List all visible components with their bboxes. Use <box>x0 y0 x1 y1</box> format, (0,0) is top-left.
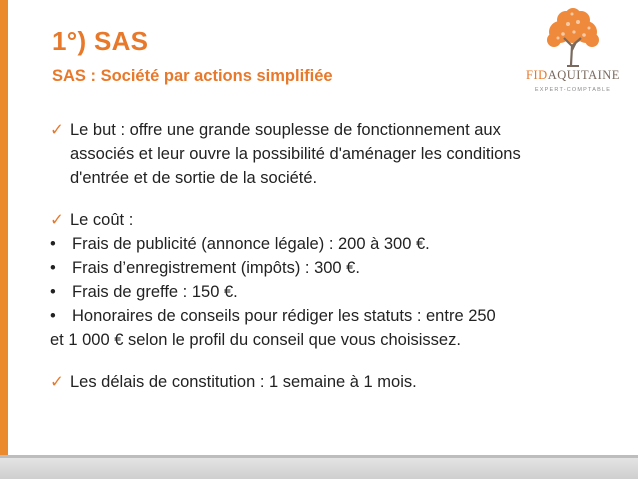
left-accent-bar <box>0 0 8 479</box>
bullet-item <box>50 256 620 280</box>
bullet-text: Honoraires de conseils pour rédiger les statuts : entre 250 <box>72 307 496 325</box>
check-icon: ✓ <box>50 121 64 139</box>
logo-name-part1: FID <box>526 68 548 82</box>
slide-title: 1°) SAS <box>52 26 149 56</box>
delais-item <box>50 370 620 394</box>
bullet-text: Frais de greffe : 150 €. <box>72 283 238 301</box>
tree-icon <box>518 8 628 68</box>
but-item <box>50 118 620 142</box>
slide-body <box>50 118 620 394</box>
bullet-icon: • <box>50 307 56 325</box>
but-line-2: associés et leur ouvre la possibilité d'aménager les conditions <box>70 145 521 163</box>
logo-tagline: EXPERT-COMPTABLE <box>534 87 612 93</box>
bullet-text: Frais d’enregistrement (impôts) : 300 €. <box>72 259 360 277</box>
continuation-line <box>50 328 620 352</box>
continuation-text: et 1 000 € selon le profil du conseil que vous choisissez. <box>50 331 461 349</box>
but-line-3-row <box>50 166 620 190</box>
bullet-item <box>50 280 620 304</box>
footer-band <box>0 455 638 479</box>
but-line-3: d'entrée et de sortie de la société. <box>70 169 318 187</box>
slide-subtitle: SAS : Société par actions simplifiée <box>52 67 333 85</box>
bullet-item <box>50 304 620 328</box>
bullet-item <box>50 232 620 256</box>
check-icon: ✓ <box>50 211 64 229</box>
cout-item <box>50 208 620 232</box>
but-line-1: Le but : offre une grande souplesse de fonctionnement aux <box>70 121 501 139</box>
cout-label: Le coût : <box>70 211 134 229</box>
bullet-icon: • <box>50 259 56 277</box>
company-logo <box>518 8 628 100</box>
logo-wordmark <box>518 68 628 83</box>
check-icon: ✓ <box>50 373 64 391</box>
bullet-text: Frais de publicité (annonce légale) : 200 à 300 €. <box>72 235 430 253</box>
delais-text: Les délais de constitution : 1 semaine à 1 mois. <box>70 373 417 391</box>
logo-name-part2: AQUITAINE <box>547 68 620 82</box>
bullet-icon: • <box>50 283 56 301</box>
bullet-icon: • <box>50 235 56 253</box>
but-line-2-row <box>50 142 620 166</box>
